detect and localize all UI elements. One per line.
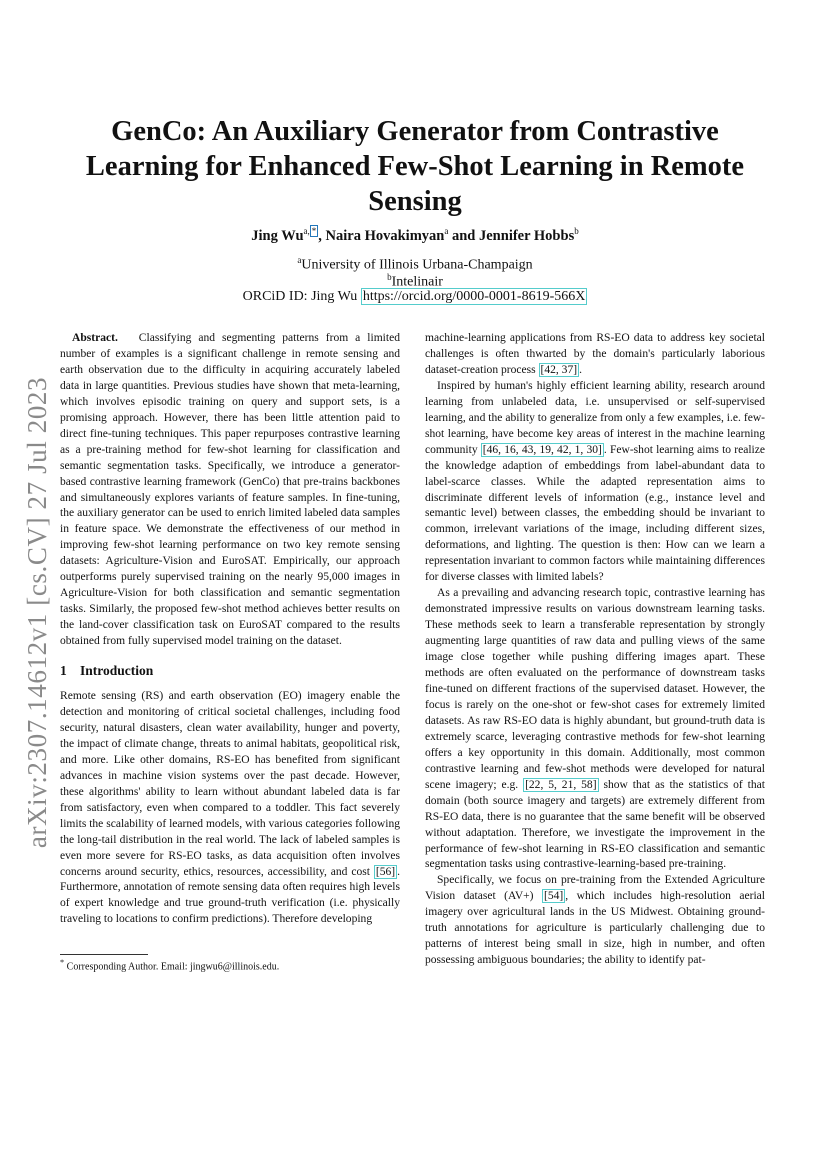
corresponding-author-link[interactable]: * xyxy=(311,226,317,236)
author-jennifer-affiliation: b xyxy=(574,226,579,236)
affiliation-b-mark: b xyxy=(387,272,392,282)
citation-link[interactable]: [22, 5, 21, 58] xyxy=(525,778,597,791)
title-line-1: GenCo: An Auxiliary Generator from Contrastive xyxy=(111,116,719,147)
abstract xyxy=(60,331,400,650)
affiliation-a-name: University of Illinois Urbana-Champaign xyxy=(301,257,533,273)
author-jing-wu-affiliation: a, xyxy=(303,226,310,236)
author-naira-hovakimyan: Naira Hovakimyan xyxy=(325,227,445,244)
arxiv-stamp-text: arXiv:2307.14612v1 [cs.CV] 27 Jul 2023 xyxy=(22,376,53,848)
left-column xyxy=(60,331,400,928)
footnote-text: Corresponding Author. Email: jingwu6@illinois.edu. xyxy=(64,961,280,973)
intro-p2-text-b: . Few-shot learning aims to realize the knowledge adaption of embeddings from label-abundant data to label-scarce classes. While the adapted representation aims to discriminate different levels of information (e.g., instance level and semantic level) between classes, the embedding should be invariant to common, irrelevant variations of the image, including different sizes, deformations, and lighting. The question is then: How can we learn a representation invariant to common factors while maintaining differences for diverse classes with limited labels? xyxy=(425,443,765,584)
intro-paragraph-1-cont xyxy=(425,331,765,379)
affiliation-a xyxy=(70,255,760,274)
citation-link[interactable]: [46, 16, 43, 19, 42, 1, 30] xyxy=(482,443,602,456)
intro-paragraph-4 xyxy=(425,873,765,969)
intro-paragraph-3 xyxy=(425,586,765,873)
author-jing-wu: Jing Wu xyxy=(251,227,304,244)
footnote xyxy=(60,958,400,972)
citation-link[interactable]: [42, 37] xyxy=(540,363,578,376)
intro-r1-text-a: machine-learning applications from RS-EO data to address key societal challenges is often thwarted by the domain's particularly laborious dataset-creation process xyxy=(425,332,765,376)
orcid-line xyxy=(70,289,760,305)
section-title: Introduction xyxy=(80,663,154,679)
affiliation-a-mark: a xyxy=(297,255,302,265)
intro-p4-text-a: Specifically, we focus on pre-training from the Extended Agriculture Vision dataset (AV+) xyxy=(425,874,765,903)
intro-p1-text-a: Remote sensing (RS) and earth observation (EO) imagery enable the detection and monitoring of critical societal challenges, including food security, natural disasters, clean water availability, hunger and poverty, the impact of climate change, threats to animal habitats, geopolitical risk, and more. Like other domains, RS-EO has benefited from significant advances in machine vision systems over the past decade. However, these algorithms' ability to learn without abundant labeled data is far from satisfactory, even when compared to a toddler. This fact severely limits the scalability of learned models, with various categories following the long-tail distribution in the real world. The lack of labeled samples is even more severe for RS-EO tasks, as data acquisition often involves concerns around security, ethics, resources, accessibility, and cost xyxy=(60,690,400,878)
footnote-rule xyxy=(60,954,148,955)
abstract-text: Classifying and segmenting patterns from a limited number of examples is a significant challenge in remote sensing and earth observation due to the difficulty in acquiring accurately labeled data in large quantities. Previous studies have shown that meta-learning, which involves episodic training on query and support sets, is a promising approach. However, there has been little attention paid to direct fine-tuning techniques. This paper repurposes contrastive learning as a pre-training method for few-shot learning for classification and semantic segmentation tasks. Specifically, we introduce a generator-based contrastive learning framework (GenCo) that pre-trains backbones and simultaneously explores variants of feature samples. In fine-tuning, the auxiliary generator can be used to enrich limited labeled data samples in feature space. We demonstrate the effectiveness of our method in improving few-shot learning performance on two key remote sensing datasets: Agriculture-Vision and EuroSAT. Empirically, our approach outperforms purely supervised training on the nearly 95,000 images in Agriculture-Vision for both classification and semantic segmentation tasks. Similarly, the proposed few-shot method achieves better results on the land-cover classification task on EuroSAT compared to the results obtained from fully supervised model training on the dataset. xyxy=(60,332,400,648)
intro-r1-text-b: . xyxy=(579,363,582,376)
title-line-3: Sensing xyxy=(368,186,462,217)
arxiv-stamp xyxy=(18,372,58,852)
intro-p3-text-a: As a prevailing and advancing research topic, contrastive learning has demonstrated impressive results on various downstream learning tasks. These methods seek to learn a transferable representation by strongly augmenting large quantities of raw data and pulling views of the same image close together while pushing differing images apart. These methods are often evaluated on the performance of downstream tasks fine-tuned on different fractions of the supervised dataset. However, the focus is rarely on the one-shot or few-shot cases for extremely limited datasets. As raw RS-EO data is highly abundant, but ground-truth data is extremely scarce, leveraging contrastive methods for few-shot learning offers a key opportunity in this domain. Additionally, most common contrastive learning and few-shot methods were developed for natural scene imagery; e.g. xyxy=(425,587,765,791)
orcid-link[interactable]: https://orcid.org/0000-0001-8619-566X xyxy=(362,289,586,304)
section-heading-introduction xyxy=(60,663,400,679)
intro-paragraph-1 xyxy=(60,689,400,928)
author-list xyxy=(70,226,760,245)
intro-p1-text-b: . Furthermore, annotation of remote sensing data often requires high levels of expert knowledge and true ground-truth verification (i.e. physically traveling to locations to confirm predictions). Therefore developing xyxy=(60,865,400,926)
title-line-2: Learning for Enhanced Few-Shot Learning in Remote xyxy=(85,151,745,182)
intro-p4-text-b: , which includes high-resolution aerial imagery over agricultural lands in the US Midwest. Obtaining ground-truth annotations for agriculture is particularly challenging due to patterns of interest being small in size, high in number, and often possessing ambiguous boundaries; the ability to identify pat- xyxy=(425,890,765,967)
citation-link[interactable]: [54] xyxy=(544,890,564,903)
paper-title xyxy=(70,114,760,219)
author-jennifer-hobbs: Jennifer Hobbs xyxy=(479,227,575,244)
intro-paragraph-2 xyxy=(425,379,765,586)
author-separator-1: , xyxy=(318,227,326,244)
abstract-label: Abstract. xyxy=(72,332,118,344)
section-number: 1 xyxy=(60,663,67,679)
intro-p3-text-b: show that as the statistics of that domain (both source imagery and targets) are extremely different from RS-EO data, there is no guarantee that the same benefit will be observed without adaptation. Therefore, we investigate the improvement in the performance of few-shot learning in RS-EO classification and semantic segmentation tasks using contrastive-learning-based pre-training. xyxy=(425,778,765,871)
intro-p2-text-a: Inspired by human's highly efficient learning ability, research around learning from unlabeled data, i.e. unsupervised or self-supervised learning, and the ability to generalize from only a few examples, i.e. few-shot learning, have become key areas of interest in the machine learning community xyxy=(425,379,765,456)
affiliation-b-name: Intelinair xyxy=(391,274,443,290)
orcid-prefix: ORCiD ID: Jing Wu xyxy=(242,289,361,304)
right-column xyxy=(425,331,765,969)
citation-link[interactable]: [56] xyxy=(375,865,396,878)
author-separator-2: and xyxy=(448,227,479,244)
footnote-mark: * xyxy=(60,958,65,967)
author-naira-affiliation: a xyxy=(444,226,449,236)
